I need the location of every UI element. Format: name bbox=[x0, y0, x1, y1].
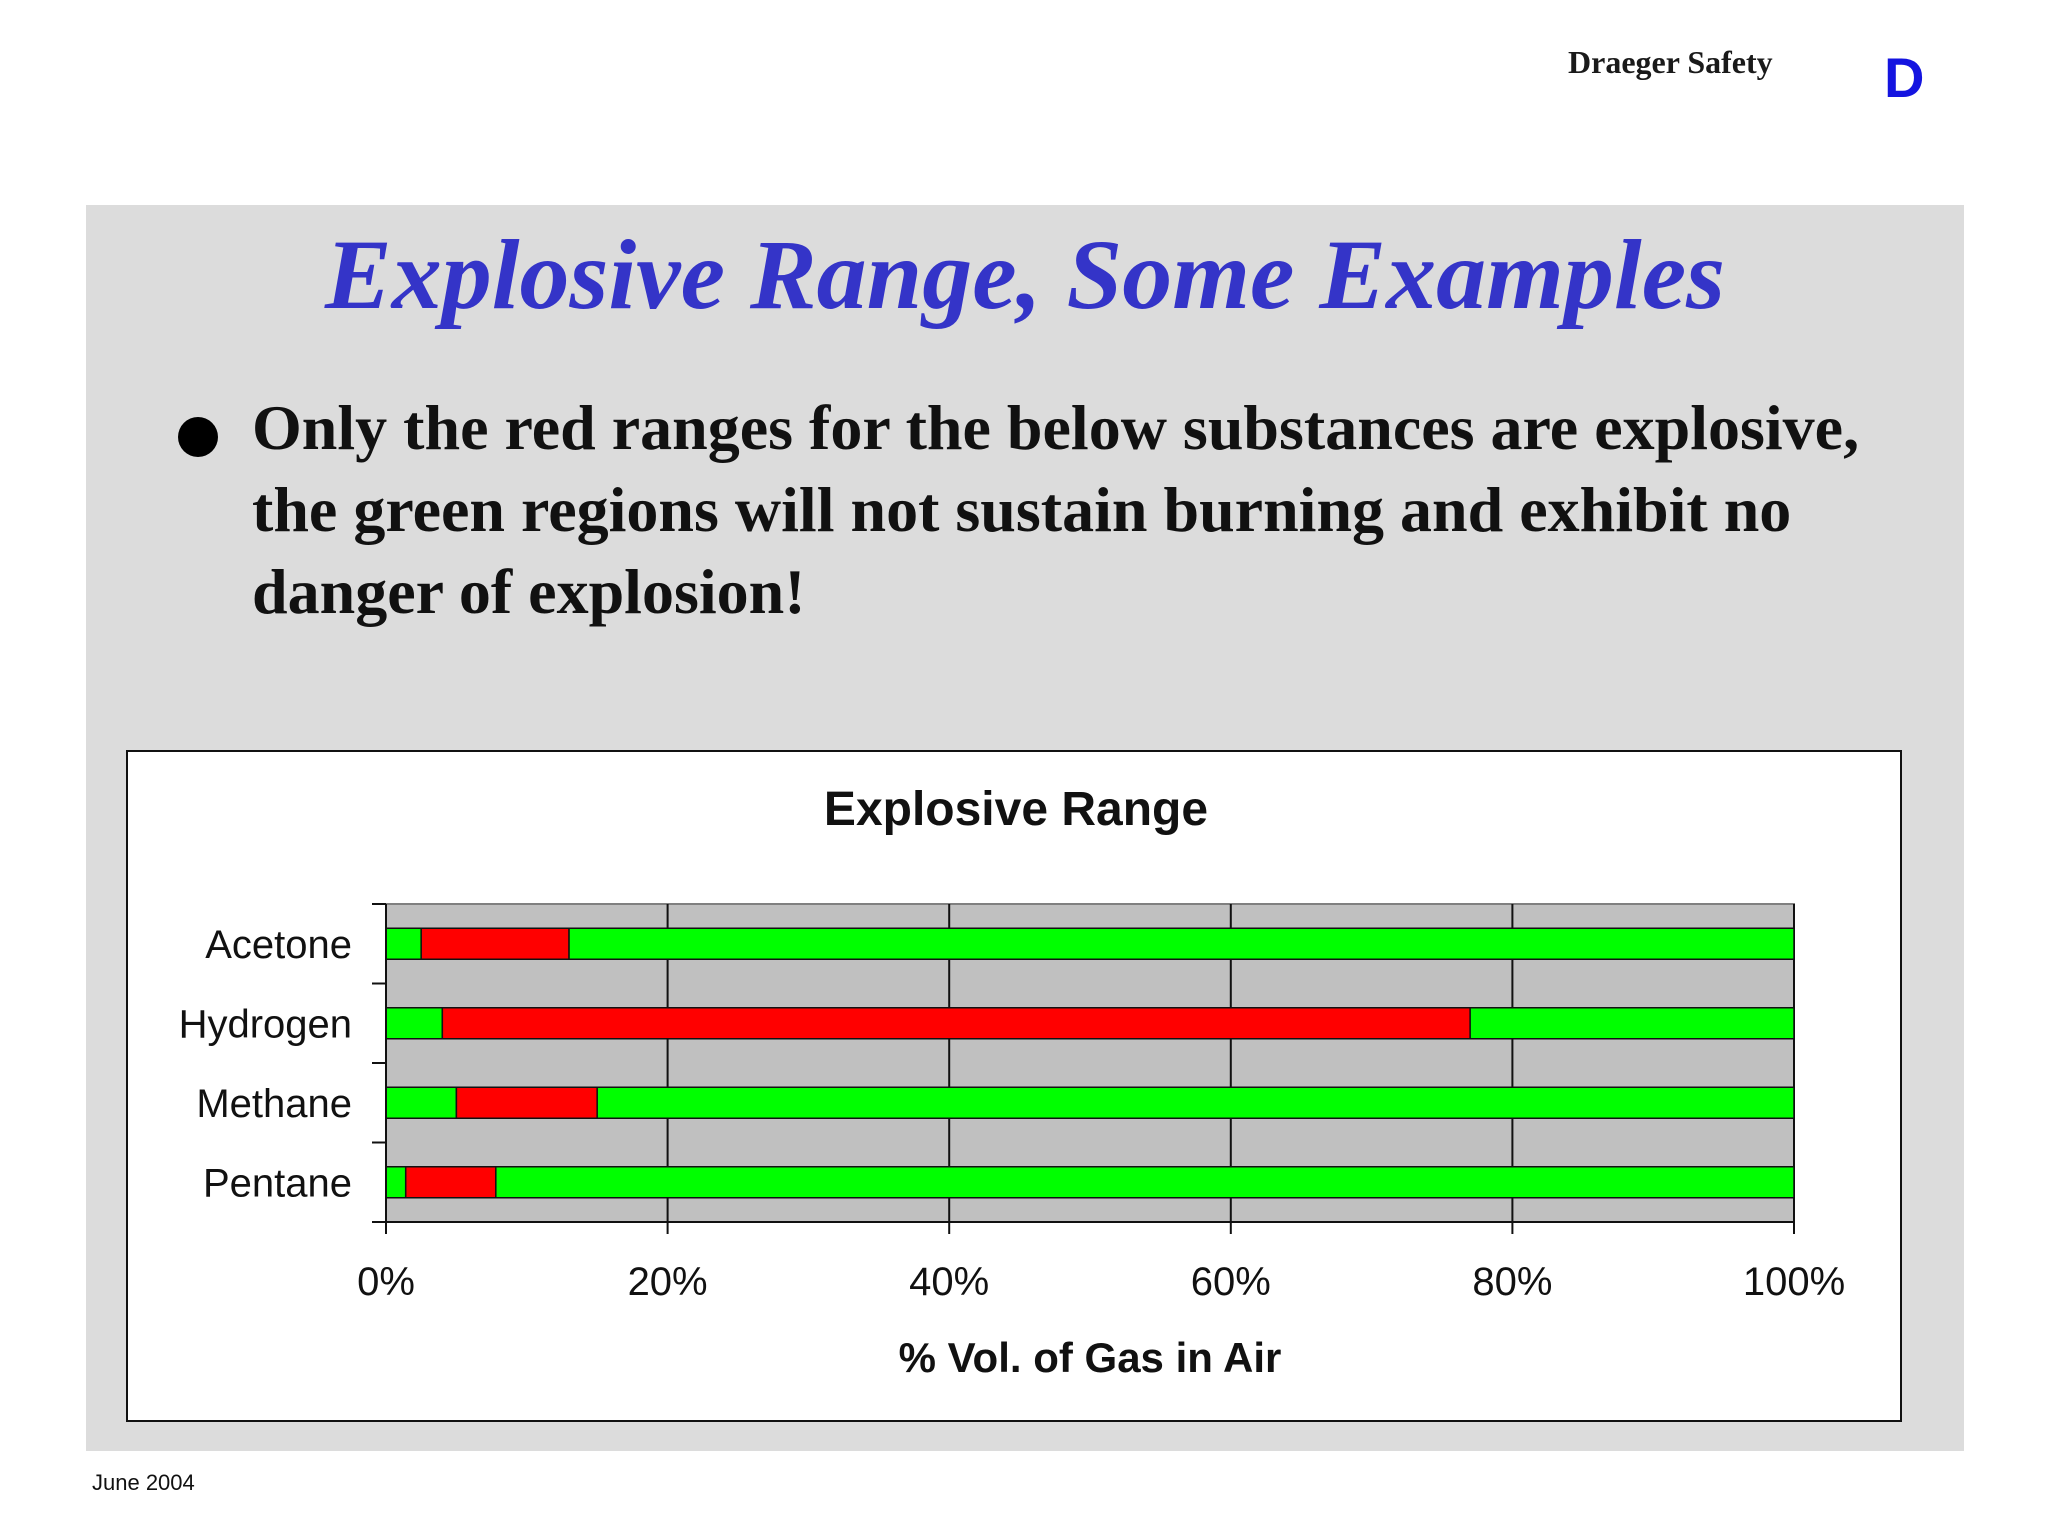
bar-segment bbox=[442, 1008, 1470, 1039]
explosive-range-chart bbox=[126, 750, 1902, 1422]
x-tick-label: 20% bbox=[627, 1260, 708, 1304]
bullet-dot-icon bbox=[178, 417, 218, 457]
bar-segment bbox=[386, 928, 421, 959]
bar-segment bbox=[597, 1087, 1794, 1118]
category-label: Pentane bbox=[202, 1161, 352, 1206]
bar-segment bbox=[569, 928, 1794, 959]
bar-segment bbox=[456, 1087, 597, 1118]
x-tick-label: 60% bbox=[1190, 1260, 1271, 1304]
brand-name: Draeger Safety bbox=[1568, 44, 1773, 80]
x-tick-label: 40% bbox=[909, 1260, 990, 1304]
bar-segment bbox=[406, 1167, 496, 1198]
x-axis-title: % Vol. of Gas in Air bbox=[898, 1334, 1282, 1381]
category-label: Hydrogen bbox=[178, 1002, 352, 1047]
chart-title: Explosive Range bbox=[823, 783, 1209, 836]
bar-segment bbox=[386, 1008, 442, 1039]
x-tick-label: 80% bbox=[1472, 1260, 1553, 1304]
x-tick-label: 100% bbox=[1742, 1260, 1846, 1304]
slide-title: Explosive Range, Some Examples bbox=[325, 219, 1725, 330]
bar-segment bbox=[1470, 1008, 1794, 1039]
category-label: Methane bbox=[196, 1081, 352, 1126]
logo: D bbox=[1884, 46, 1925, 109]
x-tick-label: 0% bbox=[357, 1260, 415, 1304]
footer-date: June 2004 bbox=[92, 1470, 195, 1495]
bullet-text: Only the red ranges for the below substances are explosive, the green regions will not sustain burning and exhibit no danger of explosion! bbox=[252, 392, 1860, 627]
bar-segment bbox=[496, 1167, 1794, 1198]
bar-segment bbox=[421, 928, 569, 959]
category-label: Acetone bbox=[205, 922, 352, 967]
chart-canvas bbox=[128, 752, 1904, 1424]
bar-segment bbox=[386, 1087, 456, 1118]
bar-segment bbox=[386, 1167, 406, 1198]
